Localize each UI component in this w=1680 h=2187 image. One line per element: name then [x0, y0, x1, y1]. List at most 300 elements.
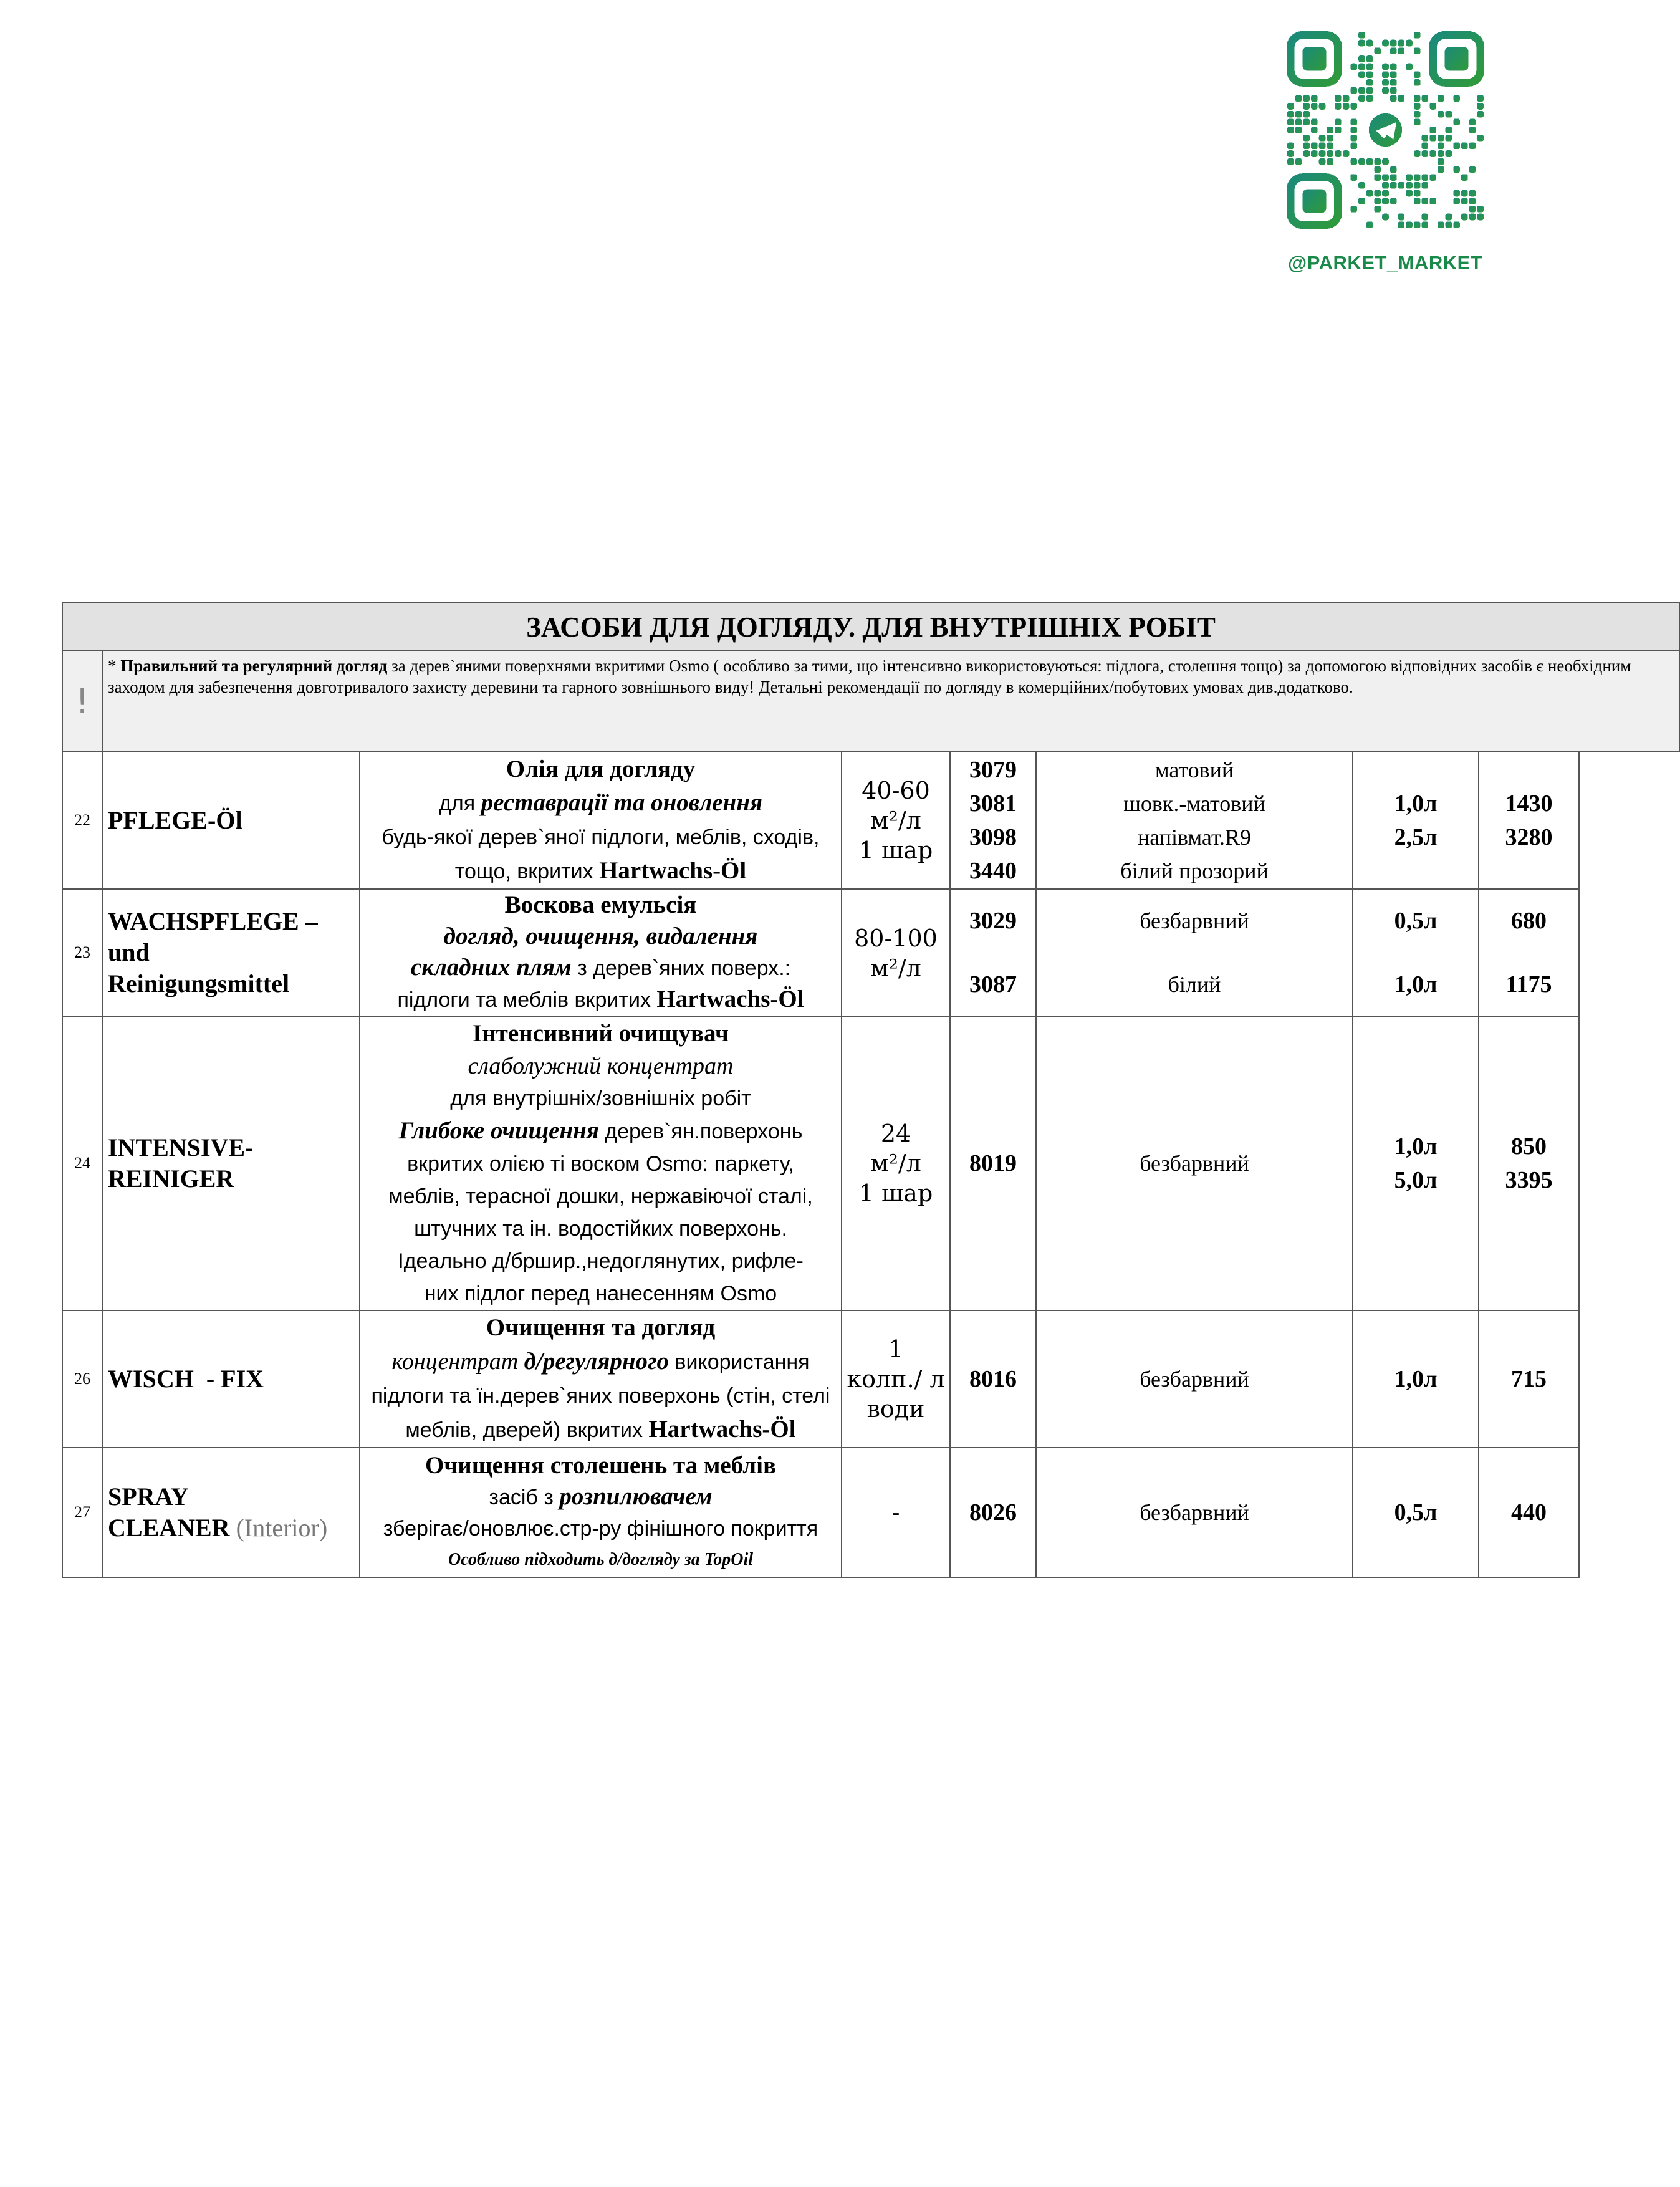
qr-module: [1398, 40, 1405, 47]
coverage-value: 80-100: [854, 925, 938, 952]
qr-module: [1477, 111, 1484, 118]
qr-module: [1350, 206, 1357, 213]
volume: 1,0л: [1394, 1366, 1438, 1392]
qr-module: [1429, 127, 1436, 133]
qr-module: [1398, 221, 1405, 228]
qr-module: [1382, 174, 1389, 181]
qr-module: [1422, 135, 1429, 142]
qr-module: [1358, 198, 1365, 204]
qr-module: [1446, 127, 1452, 133]
desc-product-ref: Hartwachs-Öl: [599, 857, 747, 884]
qr-module: [1366, 71, 1373, 78]
qr-module: [1382, 64, 1389, 70]
product-name: PFLEGE-Öl: [102, 752, 360, 889]
qr-module: [1446, 214, 1452, 221]
price: 715: [1511, 1366, 1547, 1392]
note-text: за дерев`яними поверхнями вкритими Osmo ( особливо за тими, що інтенсивно використовуються: підлога, столешня тощо) за допомогою відповідних засобів є необхідним заходом для забезпечення довготривалого захисту деревини та гарного зовнішнього виду! Детальні рекомендації по догляду в комерційних/побутових умовах див.додатково.: [108, 656, 1631, 696]
qr-module: [1429, 103, 1436, 110]
qr-module: [1358, 32, 1365, 39]
coverage-layers: 1 шар: [858, 837, 933, 864]
qr-module: [1350, 174, 1357, 181]
qr-module: [1406, 190, 1413, 197]
table-row: [62, 1016, 1679, 1310]
qr-module: [1429, 135, 1436, 142]
qr-module: [1287, 150, 1294, 157]
qr-module: [1382, 71, 1389, 78]
price: 1175: [1505, 971, 1552, 997]
qr-module: [1469, 214, 1476, 221]
qr-module: [1358, 87, 1365, 94]
coverage: [842, 752, 950, 889]
qr-module: [1374, 158, 1381, 165]
qr-module: [1382, 190, 1389, 197]
qr-module: [1469, 198, 1476, 204]
finish: шовк.-матовий: [1123, 791, 1265, 816]
qr-module: [1327, 135, 1333, 142]
finish: білий прозорий: [1120, 858, 1269, 883]
desc-text: засіб з: [489, 1485, 560, 1509]
qr-module: [1469, 206, 1476, 213]
qr-module: [1366, 95, 1373, 102]
qr-module: [1303, 103, 1310, 110]
qr-module: [1453, 143, 1460, 150]
price: 3395: [1505, 1167, 1553, 1193]
qr-module: [1311, 118, 1318, 125]
qr-module: [1453, 221, 1460, 228]
qr-module: [1398, 182, 1405, 189]
product-name-line: und: [108, 938, 150, 966]
price: 680: [1511, 908, 1547, 934]
qr-module: [1390, 182, 1397, 189]
desc-text: підлоги та їн.дерев`яних поверхонь (стін, стелі: [371, 1384, 830, 1408]
volume: 0,5л: [1394, 908, 1438, 934]
coverage: [842, 889, 950, 1016]
qr-module: [1366, 64, 1373, 70]
table-title: ЗАСОБИ ДЛЯ ДОГЛЯДУ. ДЛЯ ВНУТРІШНІХ РОБІТ: [62, 603, 1679, 651]
qr-module: [1422, 150, 1429, 157]
finishes: [1036, 1310, 1353, 1448]
qr-module: [1414, 32, 1421, 39]
qr-module: [1438, 158, 1444, 165]
qr-module: [1287, 127, 1294, 133]
qr-module: [1438, 150, 1444, 157]
product-name-line: INTENSIVE-: [108, 1133, 254, 1161]
qr-module: [1414, 174, 1421, 181]
coverage-value: 40-60: [862, 777, 930, 804]
qr-module: [1366, 221, 1373, 228]
qr-module: [1311, 150, 1318, 157]
prices: [1479, 1310, 1579, 1448]
qr-module: [1461, 214, 1468, 221]
qr-module: [1374, 190, 1381, 197]
qr-module: [1438, 166, 1444, 173]
product-description: [360, 1016, 842, 1310]
article-code: 3079: [969, 757, 1017, 783]
qr-module: [1429, 198, 1436, 204]
qr-module: [1390, 64, 1397, 70]
finishes: [1036, 1448, 1353, 1577]
volumes: [1353, 889, 1479, 1016]
coverage-value: 24: [880, 1120, 911, 1147]
desc-text: з дерев`яних поверх.:: [571, 956, 791, 980]
prices: [1479, 1448, 1579, 1577]
qr-module: [1358, 64, 1365, 70]
qr-module: [1382, 182, 1389, 189]
qr-module: [1414, 150, 1421, 157]
article-codes: [950, 752, 1036, 889]
volumes: [1353, 1016, 1479, 1310]
qr-module: [1446, 111, 1452, 118]
qr-module: [1311, 143, 1318, 150]
qr-module: [1311, 103, 1318, 110]
note-bold: Правильний та регулярний догляд: [120, 656, 388, 675]
qr-module: [1358, 95, 1365, 102]
desc-subtitle: слаболужний концентрат: [468, 1052, 734, 1079]
coverage-unit: води: [866, 1395, 925, 1423]
qr-module: [1358, 40, 1365, 47]
qr-module: [1374, 47, 1381, 54]
article-codes: [950, 889, 1036, 1016]
article-code: 3081: [969, 791, 1017, 817]
row-number: 22: [62, 752, 102, 889]
qr-module: [1350, 118, 1357, 125]
qr-module: [1446, 150, 1452, 157]
product-name-line: CLEANER: [108, 1514, 230, 1542]
qr-module: [1319, 158, 1326, 165]
volumes: [1353, 1310, 1479, 1448]
volumes: [1353, 752, 1479, 889]
article-codes: [950, 1310, 1036, 1448]
article-code: 8016: [969, 1366, 1017, 1392]
desc-product-ref: Hartwachs-Öl: [648, 1416, 796, 1443]
qr-module: [1461, 143, 1468, 150]
desc-title: Олія для догляду: [506, 756, 696, 782]
qr-module: [1350, 103, 1357, 110]
qr-module: [1319, 143, 1326, 150]
row-number: 24: [62, 1016, 102, 1310]
coverage-value: 1: [888, 1335, 904, 1363]
qr-module: [1319, 103, 1326, 110]
qr-module: [1295, 95, 1302, 102]
qr-module: [1469, 166, 1476, 173]
article-codes: [950, 1016, 1036, 1310]
qr-module: [1374, 174, 1381, 181]
volume: 1,0л: [1394, 791, 1438, 817]
qr-module: [1438, 135, 1444, 142]
table-row: [62, 1310, 1679, 1448]
qr-module: [1287, 103, 1294, 110]
qr-module: [1366, 55, 1373, 62]
qr-module: [1414, 198, 1421, 204]
qr-module: [1382, 87, 1389, 94]
product-name: [102, 1016, 360, 1310]
volume: 2,5л: [1394, 824, 1438, 850]
desc-text: меблів, терасної дошки, нержавіючої сталі,: [388, 1184, 813, 1208]
qr-module: [1343, 150, 1350, 157]
desc-title: Воскова емульсія: [504, 892, 697, 918]
qr-module: [1303, 111, 1310, 118]
qr-module: [1422, 198, 1429, 204]
note-exclamation-icon: !: [62, 651, 102, 752]
qr-module: [1390, 71, 1397, 78]
desc-title: Очищення столешень та меблів: [425, 1451, 777, 1479]
volume: 1,0л: [1394, 1133, 1438, 1160]
qr-module: [1350, 127, 1357, 133]
qr-module: [1287, 118, 1294, 125]
qr-module: [1382, 158, 1389, 165]
qr-module: [1453, 198, 1460, 204]
qr-module: [1287, 158, 1294, 165]
qr-module: [1335, 150, 1342, 157]
qr-module: [1414, 190, 1421, 197]
price: 3280: [1505, 824, 1553, 850]
qr-module: [1382, 40, 1389, 47]
table-row: [62, 1448, 1679, 1577]
desc-text: для: [439, 792, 481, 815]
qr-module: [1414, 103, 1421, 110]
qr-module: [1319, 135, 1326, 142]
desc-text: тощо, вкритих: [454, 860, 600, 883]
table-row: [62, 889, 1679, 1016]
desc-emphasis: Глибоке очищення: [398, 1117, 599, 1144]
volume: 0,5л: [1394, 1499, 1438, 1526]
qr-module: [1295, 158, 1302, 165]
qr-module: [1303, 118, 1310, 125]
qr-module: [1390, 174, 1397, 181]
qr-module: [1366, 79, 1373, 86]
row-number: 23: [62, 889, 102, 1016]
qr-module: [1319, 150, 1326, 157]
product-description: [360, 889, 842, 1016]
note-prefix: *: [108, 656, 121, 675]
desc-emphasis: реставрації та оновлення: [481, 789, 762, 816]
finish: безбарвний: [1140, 908, 1249, 933]
desc-emphasis: складних плям: [410, 954, 572, 981]
qr-module: [1374, 206, 1381, 213]
desc-text: зберігає/оновлює.стр-ру фінішного покриття: [383, 1516, 818, 1541]
qr-module: [1414, 71, 1421, 78]
qr-module: [1469, 190, 1476, 197]
finish: напівмат.R9: [1137, 825, 1252, 850]
qr-module: [1358, 158, 1365, 165]
desc-title: Інтенсивний очищувач: [473, 1019, 729, 1047]
qr-module: [1414, 221, 1421, 228]
desc-text: штучних та ін. водостійких поверхонь.: [414, 1216, 787, 1241]
product-description: [360, 752, 842, 889]
finishes: [1036, 752, 1353, 889]
qr-module: [1422, 143, 1429, 150]
qr-module: [1446, 135, 1452, 142]
qr-module: [1406, 182, 1413, 189]
qr-module: [1366, 158, 1373, 165]
desc-text: підлоги та меблів вкритих: [397, 988, 657, 1012]
qr-module: [1390, 166, 1397, 173]
qr-module: [1438, 111, 1444, 118]
row-number: 26: [62, 1310, 102, 1448]
qr-module: [1406, 174, 1413, 181]
product-name-suffix: (Interior): [229, 1514, 328, 1542]
qr-module: [1469, 143, 1476, 150]
product-name-line: SPRAY: [108, 1483, 189, 1511]
coverage-unit: м²/л: [870, 807, 921, 834]
qr-module: [1453, 95, 1460, 102]
care-note: [102, 651, 1679, 752]
qr-module: [1311, 127, 1318, 133]
desc-emphasis: розпилювачем: [559, 1483, 713, 1510]
qr-module: [1335, 95, 1342, 102]
finishes: [1036, 889, 1353, 1016]
coverage: [842, 1016, 950, 1310]
desc-text: для внутрішніх/зовнішніх робіт: [450, 1086, 751, 1110]
qr-module: [1414, 111, 1421, 118]
qr-module: [1295, 127, 1302, 133]
qr-module: [1406, 64, 1413, 70]
desc-title: Очищення та догляд: [486, 1314, 716, 1341]
finish: безбарвний: [1140, 1367, 1249, 1392]
qr-module: [1398, 214, 1405, 221]
qr-module: [1414, 118, 1421, 125]
product-description: [360, 1448, 842, 1577]
qr-module: [1327, 158, 1333, 165]
qr-module: [1477, 214, 1484, 221]
article-code: 3029: [969, 908, 1017, 934]
product-name: [102, 1448, 360, 1577]
price: 850: [1511, 1133, 1547, 1160]
product-name-line: Reinigungsmittel: [108, 969, 290, 997]
qr-module: [1390, 87, 1397, 94]
qr-module: [1374, 166, 1381, 173]
qr-module: [1398, 95, 1405, 102]
table-row: [62, 752, 1679, 889]
volumes: [1353, 1448, 1479, 1577]
qr-module: [1382, 214, 1389, 221]
qr-module: [1366, 87, 1373, 94]
coverage: [842, 1448, 950, 1577]
qr-module: [1350, 143, 1357, 150]
qr-module: [1350, 135, 1357, 142]
qr-module: [1461, 198, 1468, 204]
qr-module: [1311, 95, 1318, 102]
coverage-layers: 1 шар: [858, 1180, 933, 1207]
qr-module: [1406, 221, 1413, 228]
prices: [1479, 1016, 1579, 1310]
qr-module: [1350, 87, 1357, 94]
qr-module: [1461, 174, 1468, 181]
coverage-value: -: [891, 1499, 900, 1526]
desc-emphasis: догляд, очищення, видалення: [443, 923, 758, 949]
qr-module: [1438, 221, 1444, 228]
desc-text: меблів, дверей) вкритих: [405, 1418, 649, 1442]
qr-module: [1327, 127, 1333, 133]
qr-module: [1366, 40, 1373, 47]
qr-module: [1446, 221, 1452, 228]
article-codes: [950, 1448, 1036, 1577]
coverage-unit: колп./ л: [847, 1365, 945, 1393]
desc-text: будь-якої дерев`яної підлоги, меблів, сходів,: [382, 825, 820, 849]
coverage-unit: м²/л: [870, 1150, 921, 1177]
coverage-unit: м²/л: [870, 954, 921, 982]
article-code: 3087: [969, 971, 1017, 997]
qr-module: [1358, 182, 1365, 189]
qr-module: [1390, 40, 1397, 47]
product-name-line: WACHSPFLEGE –: [108, 907, 318, 935]
qr-module: [1382, 79, 1389, 86]
article-code: 3098: [969, 824, 1017, 850]
qr-module: [1429, 174, 1436, 181]
qr-module: [1350, 64, 1357, 70]
qr-module: [1303, 150, 1310, 157]
qr-module: [1350, 158, 1357, 165]
qr-module: [1287, 111, 1294, 118]
qr-module: [1429, 150, 1436, 157]
qr-module: [1414, 79, 1421, 86]
price: 440: [1511, 1499, 1547, 1526]
qr-module: [1390, 198, 1397, 204]
desc-text: дерев`ян.поверхонь: [598, 1119, 803, 1143]
article-code: 8026: [969, 1499, 1017, 1526]
care-products-table: [62, 602, 1680, 1578]
desc-text: використання: [668, 1350, 810, 1374]
qr-module: [1358, 55, 1365, 62]
finish: білий: [1168, 972, 1221, 997]
qr-module: [1422, 174, 1429, 181]
qr-module: [1422, 221, 1429, 228]
qr-module: [1414, 47, 1421, 54]
qr-module: [1469, 118, 1476, 125]
qr-module: [1453, 166, 1460, 173]
qr-module: [1335, 127, 1342, 133]
product-name: WISCH - FIX: [102, 1310, 360, 1448]
qr-module: [1287, 143, 1294, 150]
desc-text: вкритих олією ті воском Osmo: паркету,: [407, 1151, 794, 1176]
finish: безбарвний: [1140, 1151, 1249, 1176]
qr-module: [1303, 95, 1310, 102]
qr-module: [1438, 143, 1444, 150]
qr-module: [1366, 190, 1373, 197]
volume: 1,0л: [1394, 971, 1438, 997]
channel-handle[interactable]: @PARKET_MARKET: [1288, 252, 1483, 274]
qr-module: [1422, 214, 1429, 221]
desc-text: Ідеально д/бршир.,недоглянутих, рифле-: [398, 1249, 804, 1273]
desc-footnote: Особливо підходить д/догляду за TopOil: [448, 1549, 754, 1569]
qr-module: [1422, 95, 1429, 102]
product-name-line: REINIGER: [108, 1165, 234, 1193]
qr-module: [1469, 127, 1476, 133]
finish: матовий: [1154, 757, 1234, 782]
row-number: 27: [62, 1448, 102, 1577]
qr-module: [1477, 95, 1484, 102]
qr-module: [1422, 182, 1429, 189]
qr-module: [1327, 150, 1333, 157]
qr-module: [1382, 198, 1389, 204]
finish: безбарвний: [1140, 1500, 1249, 1525]
qr-module: [1343, 103, 1350, 110]
qr-module: [1461, 190, 1468, 197]
qr-module: [1390, 79, 1397, 86]
qr-module: [1414, 182, 1421, 189]
qr-module: [1295, 111, 1302, 118]
qr-module: [1343, 95, 1350, 102]
telegram-qr-code-icon[interactable]: [1287, 31, 1484, 229]
price: 1430: [1505, 791, 1553, 817]
product-description: [360, 1310, 842, 1448]
qr-module: [1406, 40, 1413, 47]
finishes: [1036, 1016, 1353, 1310]
qr-module: [1358, 71, 1365, 78]
volume: 5,0л: [1394, 1167, 1438, 1193]
qr-module: [1335, 103, 1342, 110]
qr-module: [1398, 47, 1405, 54]
